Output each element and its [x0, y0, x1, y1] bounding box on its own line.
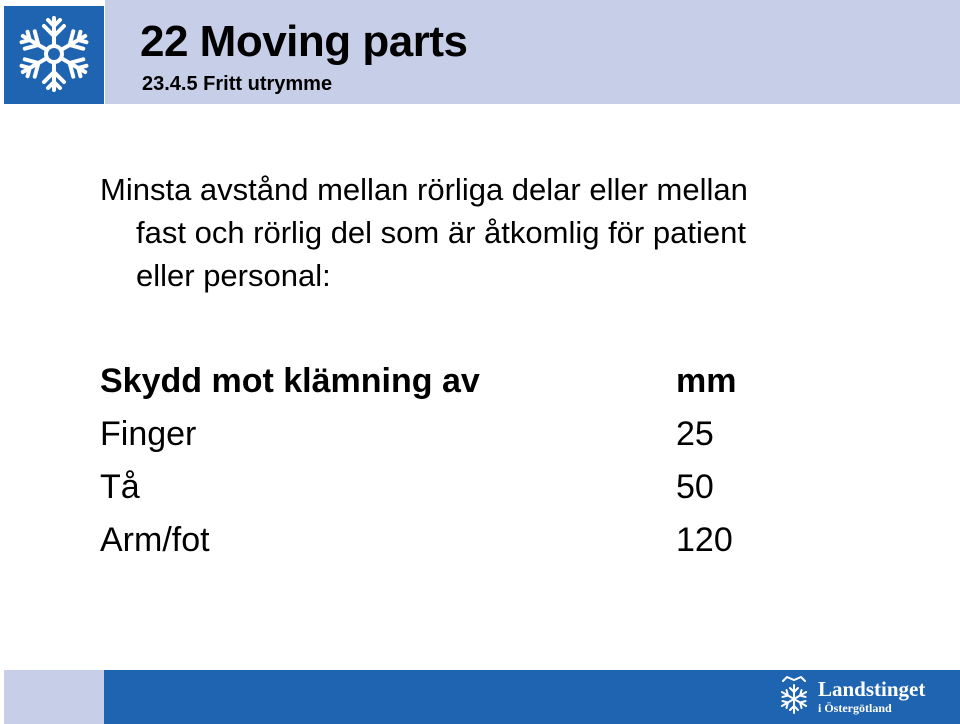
- body-line: Minsta avstånd mellan rörliga delar eller mellan: [100, 172, 748, 207]
- row-label: Tå: [100, 468, 140, 506]
- row-label: Finger: [100, 415, 197, 453]
- body-paragraph: [100, 168, 936, 297]
- brand-name: Landstinget: [818, 677, 926, 701]
- body-line: eller personal:: [136, 258, 331, 293]
- snowflake-logo-icon: [12, 12, 96, 96]
- row-label: Arm/fot: [100, 521, 210, 559]
- column-header-protection: Skydd mot klämning av: [100, 362, 480, 400]
- column-header-mm: mm: [676, 362, 737, 400]
- slide-subtitle: 23.4.5 Fritt utrymme: [142, 73, 333, 95]
- body-line: fast och rörlig del som är åtkomlig för patient: [136, 215, 746, 250]
- row-value: 25: [676, 415, 714, 453]
- logo: [4, 6, 104, 104]
- snowflake-crown-icon: [775, 675, 813, 717]
- slide-title: 22 Moving parts: [140, 17, 468, 66]
- row-value: 120: [676, 521, 733, 559]
- footer-left-band: [4, 670, 104, 724]
- row-value: 50: [676, 468, 714, 506]
- brand-subtitle: i Östergötland: [818, 701, 892, 715]
